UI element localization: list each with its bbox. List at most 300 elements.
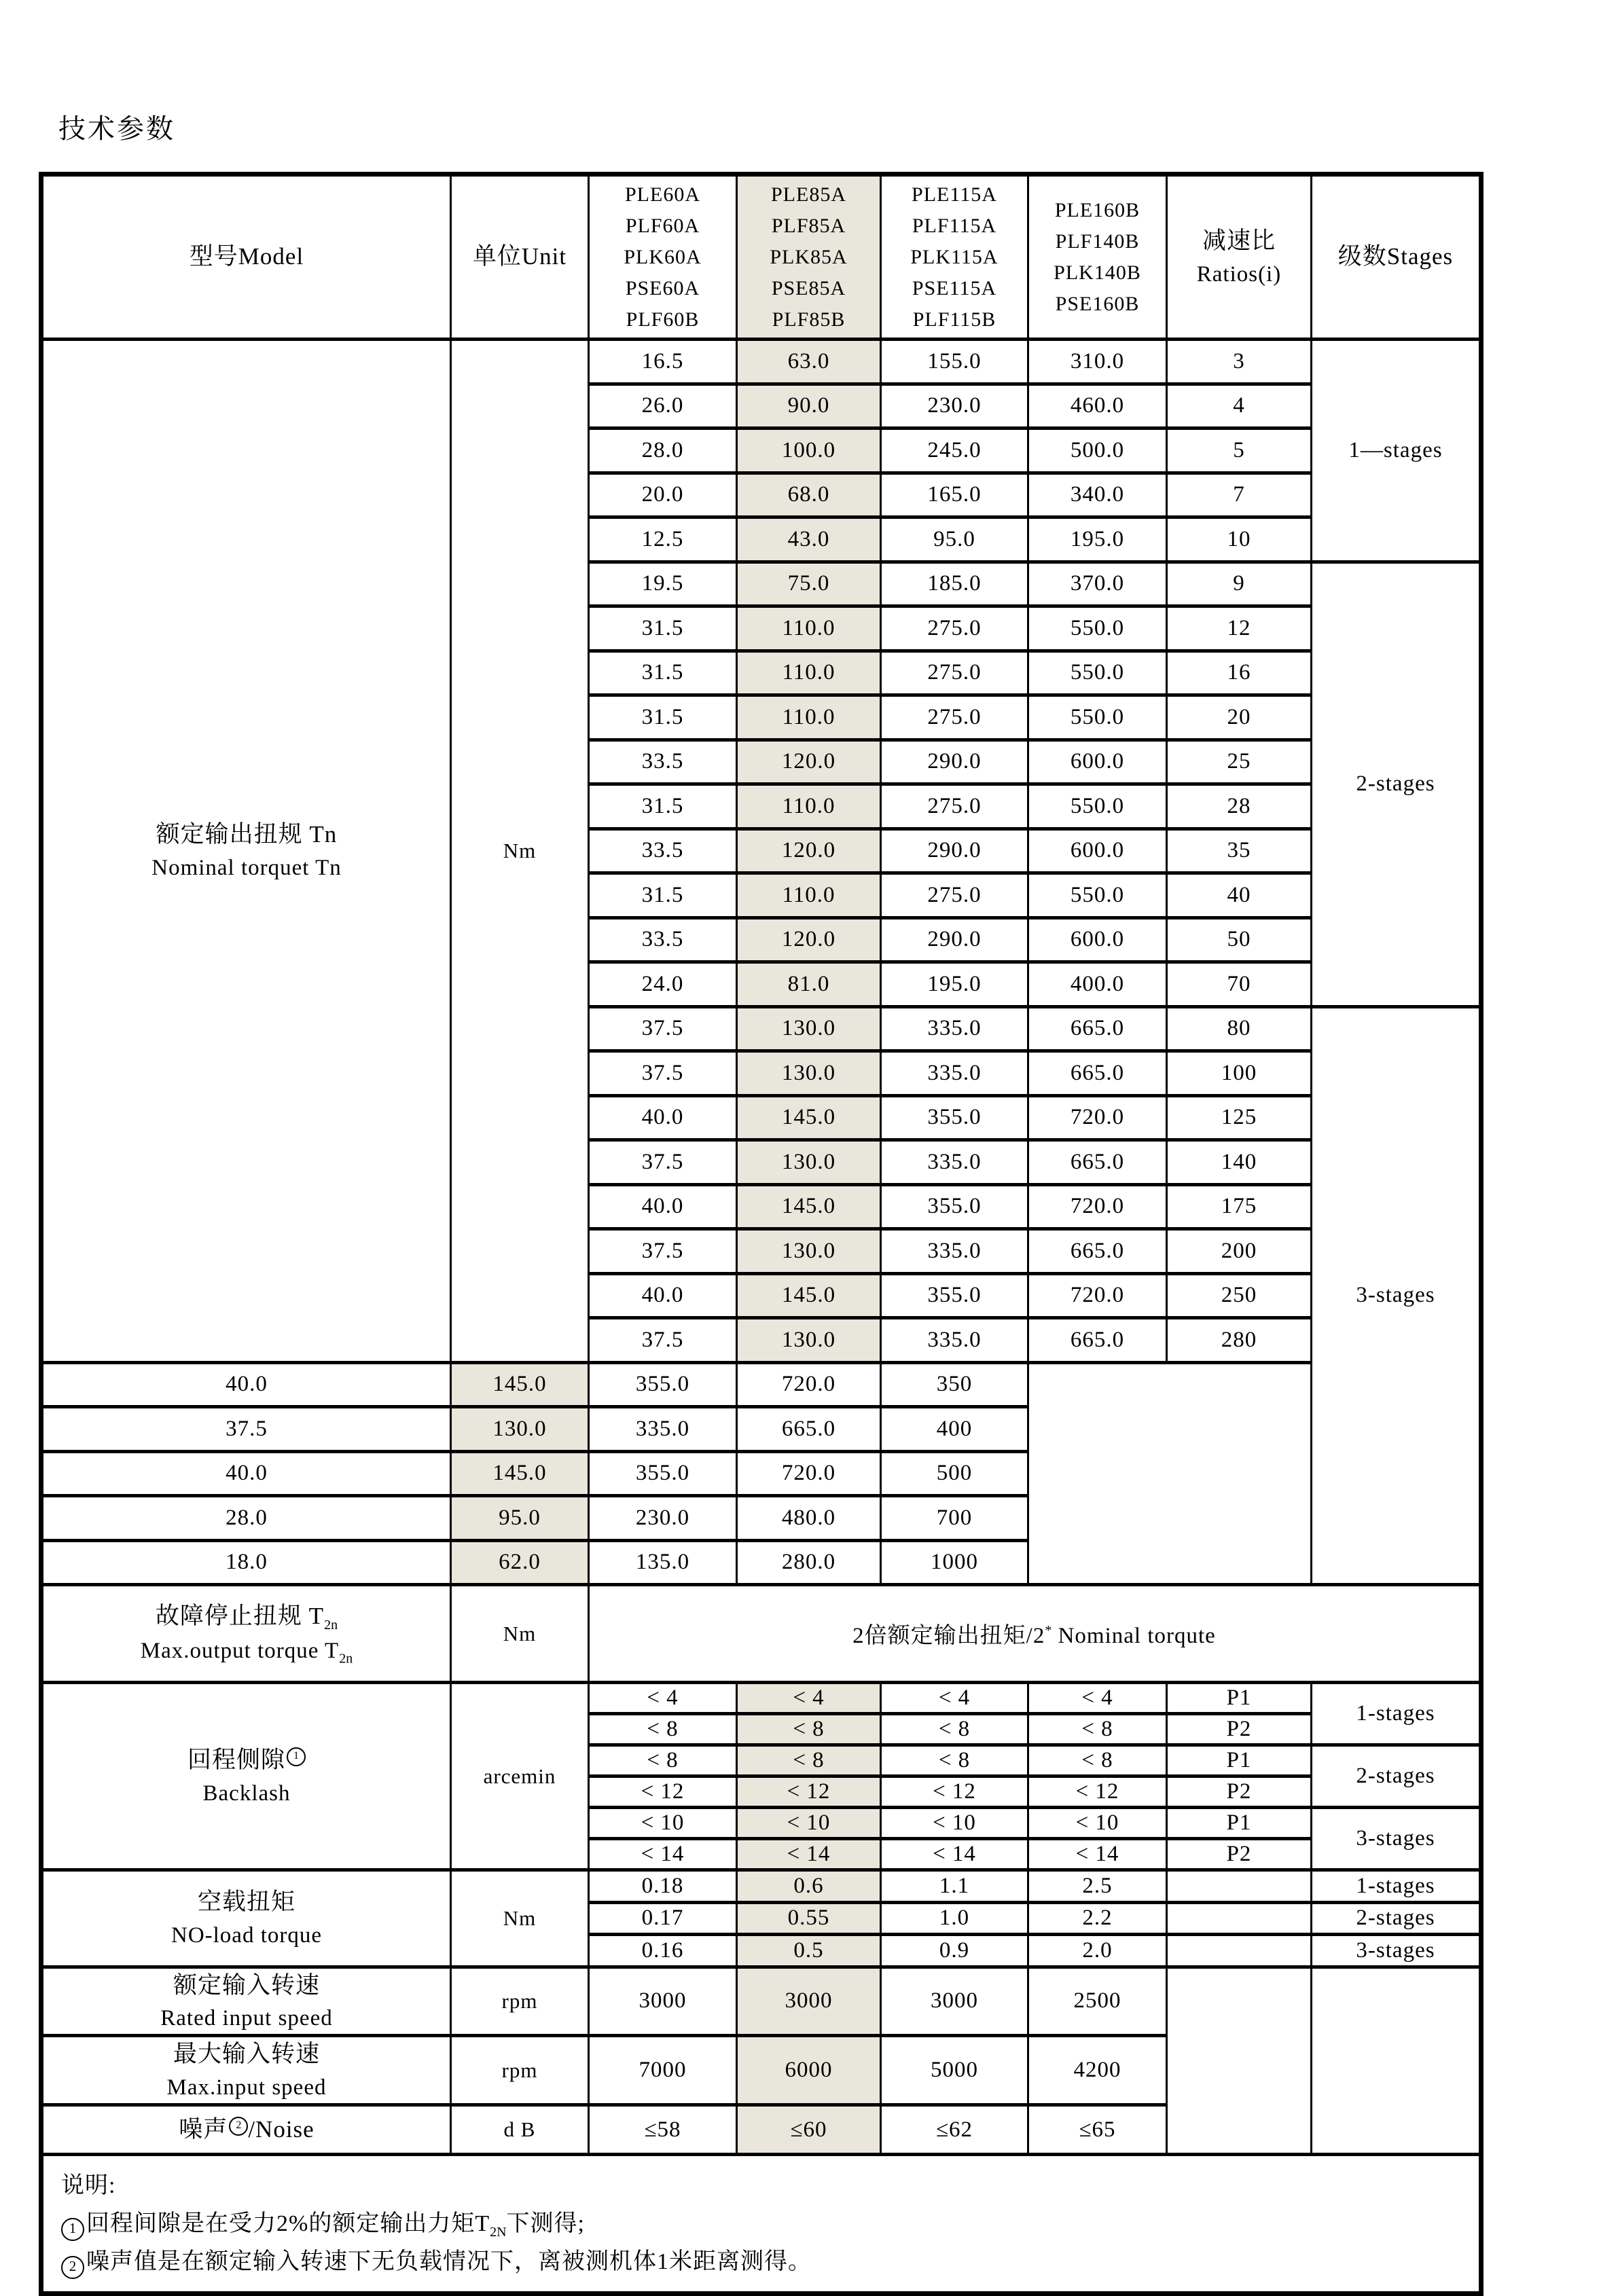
model-name: PLF85A [771,214,846,237]
row-label-max-torque [41,1585,451,1683]
text: 噪声值是在额定输入转速下无负载情况下，离被测机体1米距离测得。 [86,2248,812,2274]
noload-value-cell: 2.0 [1028,1935,1167,1967]
ratio-cell: 500 [881,1451,1028,1496]
text: 额定输入转速 [173,1971,320,1999]
torque-value-cell: 335.0 [881,1140,1028,1185]
text-line [43,2003,450,2034]
noload-value-cell: 0.9 [881,1935,1028,1967]
model-name-line [590,273,736,304]
text: 回程侧隙 [187,1747,285,1774]
torque-value-cell: 63.0 [737,340,881,384]
torque-value-cell: 100.0 [737,429,881,473]
model-name: PLE115A [912,183,997,206]
ratio-cell: 125 [1167,1095,1312,1140]
torque-value-cell: 110.0 [737,606,881,651]
model-name-line [882,273,1027,304]
torque-row [41,1362,1481,1407]
model-name: PLF115B [912,308,996,331]
torque-value-cell: 33.5 [589,917,737,962]
torque-row [41,1451,1481,1496]
model-name-line [882,304,1027,335]
torque-value-cell: 95.0 [881,517,1028,562]
text: 下测得; [506,2210,585,2236]
text-line [43,1635,450,1669]
torque-value-cell: 290.0 [881,740,1028,784]
torque-value-cell: 18.0 [41,1540,451,1585]
speed-value-cell: 3000 [737,1967,881,2036]
precision-grade-cell: P1 [1167,1745,1312,1776]
model-name: PLE160B [1054,198,1140,221]
ratio-cell: 250 [1167,1273,1312,1318]
torque-value-cell: 145.0 [451,1362,589,1407]
header-row [41,175,1481,340]
backlash-value-cell: < 14 [737,1839,881,1870]
ratio-cell: 50 [1167,917,1312,962]
ratio-cell: 4 [1167,384,1312,429]
torque-value-cell: 355.0 [881,1273,1028,1318]
torque-value-cell: 90.0 [737,384,881,429]
notes [41,2155,1481,2293]
torque-value-cell: 37.5 [589,1229,737,1274]
model-name-line [590,211,736,242]
torque-value-cell: 145.0 [737,1095,881,1140]
torque-value-cell: 33.5 [589,828,737,873]
ratio-cell: 3 [1167,340,1312,384]
model-name-line [738,179,880,211]
model-header: 型号Model [41,175,451,340]
torque-value-cell: 145.0 [737,1273,881,1318]
torque-value-cell: 550.0 [1028,873,1167,918]
text-line [43,2037,450,2072]
noise-value-cell: ≤65 [1028,2105,1167,2155]
torque-value-cell: 290.0 [881,917,1028,962]
torque-value-cell: 75.0 [737,562,881,606]
ratio-cell: 20 [1167,695,1312,740]
text: Nominal torqute [1051,1624,1216,1648]
torque-value-cell: 68.0 [737,473,881,517]
text: Rated input speed [160,2006,333,2031]
noload-value-cell: 0.17 [589,1902,737,1935]
torque-value-cell: 355.0 [589,1362,737,1407]
ratio-cell: 28 [1167,784,1312,829]
torque-value-cell: 665.0 [737,1407,881,1452]
stages-header: 级数Stages [1312,175,1481,340]
torque-value-cell: 230.0 [589,1496,737,1541]
page-title: 技术参数 [58,113,175,144]
torque-row [41,1496,1481,1541]
torque-value-cell: 145.0 [451,1451,589,1496]
ratio-cell: 1000 [881,1540,1028,1585]
torque-value-cell: 130.0 [737,1006,881,1051]
torque-value-cell: 130.0 [737,1051,881,1096]
model-name-line [882,179,1027,211]
ratio-cell: 80 [1167,1006,1312,1051]
ratio-cell: 25 [1167,740,1312,784]
torque-value-cell: 20.0 [589,473,737,517]
noload-value-cell: 0.16 [589,1935,737,1967]
spec-table [39,172,1484,2296]
model-name: PLE85A [771,183,846,206]
unit-cell-max-speed: rpm [451,2036,589,2105]
model-name: PLF85B [772,308,846,331]
ratio-cell: 140 [1167,1140,1312,1185]
precision-grade-cell: P2 [1167,1776,1312,1808]
backlash-value-cell: < 12 [589,1776,737,1808]
torque-row [41,1407,1481,1452]
model-name: PLK85A [770,245,848,268]
torque-value-cell: 550.0 [1028,651,1167,695]
torque-value-cell: 110.0 [737,873,881,918]
torque-value-cell: 40.0 [41,1451,451,1496]
torque-value-cell: 335.0 [881,1006,1028,1051]
noload-value-cell: 0.6 [737,1870,881,1903]
text-line [43,818,450,852]
torque-value-cell: 480.0 [737,1496,881,1541]
model-name: PLF60B [626,308,700,331]
model-name-line [1029,289,1166,320]
max-torque-row [41,1585,1481,1683]
model-name-line [738,273,880,304]
model-name: PLK115A [910,245,999,268]
precision-grade-cell: P2 [1167,1714,1312,1745]
torque-value-cell: 550.0 [1028,695,1167,740]
backlash-value-cell: < 4 [881,1683,1028,1714]
note-1 [61,2205,1461,2243]
torque-value-cell: 110.0 [737,651,881,695]
torque-value-cell: 195.0 [881,962,1028,1007]
note-2 [61,2243,1461,2280]
text: * [1045,1623,1052,1638]
backlash-value-cell: < 12 [1028,1776,1167,1808]
backlash-value-cell: < 10 [881,1808,1028,1839]
speed-value-cell: 2500 [1028,1967,1167,2036]
rated-speed-row [41,1967,1481,2036]
row-label-max-speed [41,2036,451,2105]
precision-grade-cell: P1 [1167,1808,1312,1839]
model-name: PLF140B [1055,230,1140,253]
model-name: PLF60A [625,214,700,237]
noload-row [41,1870,1481,1903]
noload-value-cell: 0.18 [589,1870,737,1903]
ratio-cell: 280 [1167,1318,1312,1363]
torque-value-cell: 665.0 [1028,1051,1167,1096]
model-name-line [738,211,880,242]
noise-value-cell: ≤62 [881,2105,1028,2155]
torque-value-cell: 230.0 [881,384,1028,429]
backlash-value-cell: < 8 [737,1745,881,1776]
ratio-cell: 9 [1167,562,1312,606]
torque-value-cell: 110.0 [737,784,881,829]
backlash-value-cell: < 10 [737,1808,881,1839]
text-line [43,1743,450,1778]
text-line [43,852,450,883]
text: Max.output torque T [140,1638,340,1663]
torque-value-cell: 720.0 [1028,1184,1167,1229]
torque-value-cell: 19.5 [589,562,737,606]
backlash-value-cell: < 10 [1028,1808,1167,1839]
noload-value-cell: 1.0 [881,1902,1028,1935]
stage-cell: 2-stages [1312,1745,1481,1808]
text: 故障停止扭规 T [155,1602,325,1629]
torque-value-cell: 550.0 [1028,606,1167,651]
torque-value-cell: 355.0 [881,1095,1028,1140]
torque-value-cell: 165.0 [881,473,1028,517]
torque-value-cell: 665.0 [1028,1318,1167,1363]
torque-value-cell: 37.5 [589,1318,737,1363]
ratio-cell: 70 [1167,962,1312,1007]
precision-grade-cell: P2 [1167,1839,1312,1870]
precision-grade-cell: P1 [1167,1683,1312,1714]
torque-value-cell: 720.0 [737,1451,881,1496]
torque-value-cell: 665.0 [1028,1140,1167,1185]
torque-value-cell: 275.0 [881,873,1028,918]
text-line [43,2072,450,2103]
torque-value-cell: 120.0 [737,740,881,784]
torque-value-cell: 120.0 [737,917,881,962]
ratio-cell: 100 [1167,1051,1312,1096]
empty-ratio-cell [1167,1870,1312,1903]
text: 回程间隙是在受力2%的额定输出力矩T [86,2210,490,2236]
empty-ratio-cell [1167,1967,1312,2155]
torque-value-cell: 275.0 [881,651,1028,695]
unit-cell-nominal-torque: Nm [451,340,589,1363]
model-col-header [1028,175,1167,340]
unit-cell-noload: Nm [451,1870,589,1967]
torque-value-cell: 31.5 [589,606,737,651]
speed-value-cell: 7000 [589,2036,737,2105]
text: Ratios(i) [1196,261,1282,287]
torque-value-cell: 40.0 [589,1095,737,1140]
text-line [590,1618,1479,1650]
stage-cell: 3-stages [1312,1006,1481,1585]
torque-value-cell: 145.0 [737,1184,881,1229]
torque-value-cell: 31.5 [589,784,737,829]
ratio-header [1167,175,1312,340]
backlash-value-cell: < 12 [881,1776,1028,1808]
torque-value-cell: 500.0 [1028,429,1167,473]
backlash-value-cell: < 4 [737,1683,881,1714]
model-name: PSE115A [912,276,997,299]
torque-value-cell: 40.0 [41,1362,451,1407]
text-line [43,1885,450,1920]
stage-cell: 1-stages [1312,1870,1481,1903]
text: 2N [490,2224,507,2240]
model-name-line [738,242,880,273]
torque-value-cell: 43.0 [737,517,881,562]
empty-ratio-cell [1167,1935,1312,1967]
torque-value-cell: 12.5 [589,517,737,562]
model-name-line [590,304,736,335]
backlash-value-cell: < 8 [881,1714,1028,1745]
stage-cell: 1—stages [1312,340,1481,562]
noload-value-cell: 2.5 [1028,1870,1167,1903]
torque-value-cell: 340.0 [1028,473,1167,517]
speed-value-cell: 3000 [589,1967,737,2036]
backlash-value-cell: < 14 [589,1839,737,1870]
ratio-cell: 16 [1167,651,1312,695]
torque-value-cell: 600.0 [1028,740,1167,784]
torque-value-cell: 245.0 [881,429,1028,473]
text: Backlash [202,1781,291,1806]
model-name-line [882,211,1027,242]
torque-value-cell: 550.0 [1028,784,1167,829]
text-line [43,1599,450,1635]
unit-cell-rated-speed: rpm [451,1967,589,2036]
torque-value-cell: 120.0 [737,828,881,873]
torque-value-cell: 310.0 [1028,340,1167,384]
torque-value-cell: 720.0 [1028,1273,1167,1318]
backlash-value-cell: < 8 [737,1714,881,1745]
ratio-cell: 7 [1167,473,1312,517]
circled-2-sup: 2 [229,2117,248,2136]
torque-value-cell: 275.0 [881,784,1028,829]
torque-value-cell: 290.0 [881,828,1028,873]
torque-value-cell: 600.0 [1028,917,1167,962]
backlash-value-cell: < 10 [589,1808,737,1839]
backlash-value-cell: < 8 [1028,1714,1167,1745]
torque-value-cell: 400.0 [1028,962,1167,1007]
ratio-cell: 10 [1167,517,1312,562]
torque-value-cell: 335.0 [881,1318,1028,1363]
ratio-cell: 12 [1167,606,1312,651]
backlash-value-cell: < 4 [589,1683,737,1714]
model-name-line [590,242,736,273]
noload-value-cell: 0.5 [737,1935,881,1967]
torque-value-cell: 33.5 [589,740,737,784]
torque-value-cell: 135.0 [589,1540,737,1585]
torque-row [41,340,1481,384]
text-line [1168,259,1310,290]
backlash-value-cell: < 8 [589,1714,737,1745]
torque-value-cell: 37.5 [589,1140,737,1185]
torque-value-cell: 720.0 [1028,1095,1167,1140]
torque-value-cell: 600.0 [1028,828,1167,873]
text: 空载扭矩 [197,1889,295,1916]
torque-value-cell: 130.0 [737,1318,881,1363]
torque-value-cell: 355.0 [589,1451,737,1496]
torque-value-cell: 31.5 [589,873,737,918]
ratio-cell: 35 [1167,828,1312,873]
backlash-value-cell: < 8 [1028,1745,1167,1776]
ratio-cell: 5 [1167,429,1312,473]
torque-value-cell: 37.5 [589,1051,737,1096]
noload-value-cell: 0.55 [737,1902,881,1935]
model-name-line [590,179,736,211]
text-line [43,1920,450,1951]
stage-cell: 2-stages [1312,562,1481,1006]
torque-value-cell: 40.0 [589,1273,737,1318]
circled-1: 1 [61,2218,84,2241]
backlash-row [41,1683,1481,1714]
ratio-cell: 40 [1167,873,1312,918]
model-name-line [1029,226,1166,257]
row-label-noise [41,2105,451,2155]
noise-value-cell: ≤60 [737,2105,881,2155]
unit-cell-max-torque: Nm [451,1585,589,1683]
torque-value-cell: 665.0 [1028,1006,1167,1051]
text: NO-load torque [170,1923,323,1948]
text: /Noise [248,2116,314,2143]
text-line [43,1778,450,1809]
torque-value-cell: 370.0 [1028,562,1167,606]
torque-value-cell: 28.0 [589,429,737,473]
torque-value-cell: 26.0 [589,384,737,429]
torque-value-cell: 355.0 [881,1184,1028,1229]
noload-value-cell: 1.1 [881,1870,1028,1903]
stage-cell: 2-stages [1312,1902,1481,1935]
speed-value-cell: 3000 [881,1967,1028,2036]
torque-value-cell: 81.0 [737,962,881,1007]
torque-value-cell: 95.0 [451,1496,589,1541]
model-name: PSE60A [625,276,700,299]
text: 2n [324,1617,338,1633]
stage-cell: 3-stages [1312,1808,1481,1870]
torque-value-cell: 195.0 [1028,517,1167,562]
model-col-header [881,175,1028,340]
stage-cell: 3-stages [1312,1935,1481,1967]
torque-value-cell: 110.0 [737,695,881,740]
noload-value-cell: 2.2 [1028,1902,1167,1935]
torque-value-cell: 185.0 [881,562,1028,606]
max-torque-value-cell [589,1585,1481,1683]
ratio-cell: 200 [1167,1229,1312,1274]
text-line [43,2113,450,2147]
text: 噪声 [179,2116,228,2143]
torque-value-cell: 335.0 [589,1407,737,1452]
backlash-value-cell: < 14 [881,1839,1028,1870]
backlash-value-cell: < 4 [1028,1683,1167,1714]
row-label-backlash [41,1683,451,1870]
model-col-header [737,175,881,340]
noise-value-cell: ≤58 [589,2105,737,2155]
backlash-value-cell: < 8 [589,1745,737,1776]
text: 减速比 [1202,227,1276,255]
torque-value-cell: 155.0 [881,340,1028,384]
backlash-value-cell: < 12 [737,1776,881,1808]
torque-value-cell: 665.0 [1028,1229,1167,1274]
model-name: PLF115A [912,214,997,237]
torque-value-cell: 40.0 [589,1184,737,1229]
ratio-cell: 175 [1167,1184,1312,1229]
model-name: PLE60A [625,183,700,206]
text-line [1168,224,1310,259]
torque-value-cell: 275.0 [881,695,1028,740]
torque-value-cell: 335.0 [881,1229,1028,1274]
torque-value-cell: 720.0 [737,1362,881,1407]
text: 2倍额定输出扭矩/2 [852,1624,1045,1648]
empty-ratio-cell [1167,1902,1312,1935]
row-label-rated-speed [41,1967,451,2036]
text: 最大输入转速 [173,2041,320,2068]
torque-value-cell: 37.5 [41,1407,451,1452]
torque-value-cell: 31.5 [589,651,737,695]
torque-value-cell: 130.0 [737,1140,881,1185]
model-name: PSE85A [771,276,846,299]
circled-1-sup: 1 [287,1747,306,1766]
unit-cell-noise: d B [451,2105,589,2155]
speed-value-cell: 6000 [737,2036,881,2105]
torque-value-cell: 130.0 [737,1229,881,1274]
circled-2: 2 [61,2256,84,2279]
torque-value-cell: 62.0 [451,1540,589,1585]
torque-value-cell: 460.0 [1028,384,1167,429]
torque-value-cell: 280.0 [737,1540,881,1585]
ratio-cell: 350 [881,1362,1028,1407]
model-name-line [1029,257,1166,289]
model-name: PLK140B [1054,261,1141,284]
torque-value-cell: 24.0 [589,962,737,1007]
model-name-line [738,304,880,335]
